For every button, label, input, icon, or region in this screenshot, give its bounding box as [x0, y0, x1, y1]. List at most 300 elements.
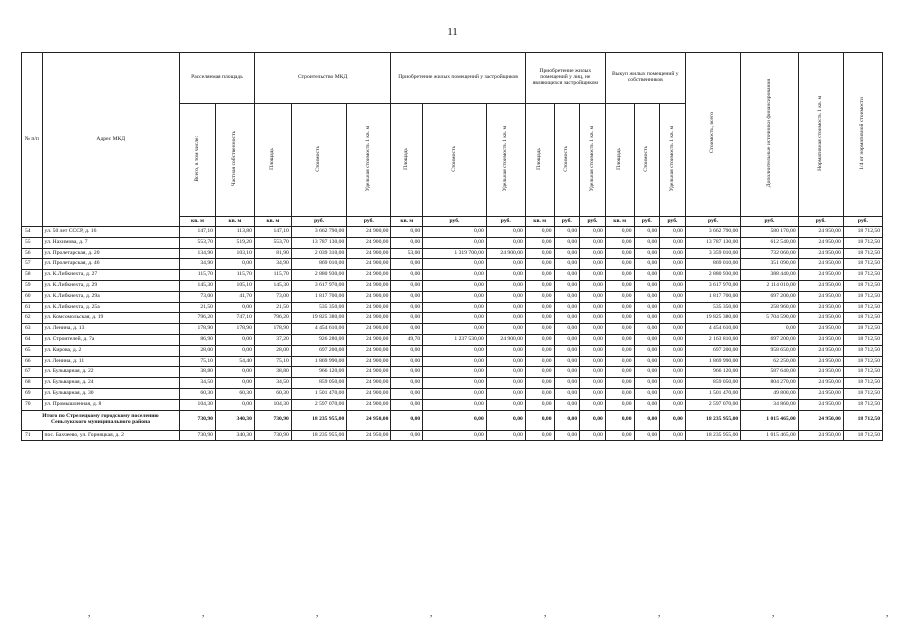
- col-area-header: Площадь: [254, 104, 291, 217]
- footer-mark: ,: [658, 608, 661, 618]
- table-cell: 0,00: [423, 378, 487, 389]
- table-row: [22, 291, 883, 302]
- row-number: 60: [22, 291, 43, 302]
- table-cell: 0,00: [634, 302, 660, 313]
- table-cell: 28,00: [180, 345, 216, 356]
- col-area-header: Площадь: [605, 104, 634, 217]
- table-cell: 24 900,00: [347, 378, 391, 389]
- col-unit-cost-header: Удельная стоимость 1 кв. м: [347, 104, 391, 217]
- table-cell: 34,90: [180, 259, 216, 270]
- row-address: ул. К.Либкнехта, д. 29а: [42, 291, 180, 302]
- table-cell: 105,10: [215, 280, 254, 291]
- col-total-cost-header: Стоимость, всего: [685, 53, 740, 217]
- table-cell: 535 350,00: [685, 302, 740, 313]
- table-cell: 0,00: [634, 430, 660, 441]
- table-row: [22, 259, 883, 270]
- page-number: 11: [447, 26, 458, 38]
- table-cell: 0,00: [634, 313, 660, 324]
- table-cell: 0,00: [486, 345, 525, 356]
- total-cell: 0,00: [486, 410, 525, 430]
- table-cell: 18 712,50: [843, 334, 882, 345]
- table-cell: 0,00: [660, 280, 686, 291]
- table-cell: 0,00: [605, 324, 634, 335]
- table-cell: 0,00: [554, 345, 580, 356]
- table-cell: 0,00: [605, 302, 634, 313]
- table-cell: 24 950,00: [798, 291, 843, 302]
- table-cell: 49 800,00: [741, 388, 798, 399]
- table-cell: 5 704 590,00: [741, 313, 798, 324]
- table-cell: 81,90: [254, 248, 291, 259]
- total-cell: 0,00: [525, 410, 554, 430]
- col-area-total-header: Всего, в том числе:: [180, 104, 216, 217]
- table-cell: 0,00: [580, 378, 606, 389]
- table-cell: 3 359 010,00: [685, 248, 740, 259]
- table-cell: 41,70: [215, 291, 254, 302]
- unit-cell: руб.: [843, 217, 882, 227]
- footer-marks: [0, 608, 905, 618]
- table-cell: 0,00: [554, 291, 580, 302]
- row-address: ул. К.Либкнехта, д. 27: [42, 270, 180, 281]
- table-cell: 0,00: [525, 430, 554, 441]
- table-cell: 60,30: [215, 388, 254, 399]
- row-number: 63: [22, 324, 43, 335]
- table-cell: 18 712,50: [843, 237, 882, 248]
- table-cell: 0,00: [391, 324, 423, 335]
- table-cell: 859 050,00: [291, 378, 346, 389]
- table-cell: 0,00: [660, 367, 686, 378]
- table-cell: 0,00: [391, 237, 423, 248]
- table-cell: 19 825 380,00: [291, 313, 346, 324]
- total-cell: 0,00: [554, 410, 580, 430]
- footer-mark: ,: [886, 608, 889, 618]
- table-cell: 3 662 790,00: [291, 227, 346, 238]
- table-cell: 0,00: [525, 302, 554, 313]
- table-cell: 926 280,00: [291, 334, 346, 345]
- unit-cell: кв. м: [254, 217, 291, 227]
- table-cell: 0,00: [525, 378, 554, 389]
- footer-mark: ,: [88, 608, 91, 618]
- table-cell: 18 712,50: [843, 324, 882, 335]
- table-cell: 18 712,50: [843, 378, 882, 389]
- table-cell: 730,90: [254, 430, 291, 441]
- table-cell: 258 960,00: [741, 302, 798, 313]
- row-address: ул. Нахимова, д. 7: [42, 237, 180, 248]
- table-cell: 0,00: [660, 334, 686, 345]
- table-cell: 24 950,00: [798, 388, 843, 399]
- col-area-header: Площадь: [391, 104, 423, 217]
- table-cell: 24 900,00: [347, 270, 391, 281]
- table-cell: 24 950,00: [798, 270, 843, 281]
- table-cell: 0,00: [605, 270, 634, 281]
- table-cell: 0,00: [391, 313, 423, 324]
- table-cell: 0,00: [525, 291, 554, 302]
- table-cell: 0,00: [391, 302, 423, 313]
- col-unit-cost-header: Удельная стоимость 1 кв. м: [660, 104, 686, 217]
- total-cell: 0,00: [423, 410, 487, 430]
- unit-cell: руб.: [554, 217, 580, 227]
- table-cell: 18 712,50: [843, 313, 882, 324]
- table-row: [22, 280, 883, 291]
- table-cell: 73,00: [180, 291, 216, 302]
- table-cell: 21,50: [254, 302, 291, 313]
- table-cell: 0,00: [525, 248, 554, 259]
- table-cell: 0,00: [554, 259, 580, 270]
- table-cell: 388 440,00: [741, 270, 798, 281]
- table-cell: 0,00: [634, 367, 660, 378]
- group-header-construction: Строительство МКД: [254, 53, 390, 104]
- table-cell: 75,10: [180, 356, 216, 367]
- table-cell: 0,00: [423, 237, 487, 248]
- row-number: 70: [22, 399, 43, 410]
- table-cell: 0,00: [580, 280, 606, 291]
- table-cell: 796,20: [180, 313, 216, 324]
- table-cell: 34,90: [254, 259, 291, 270]
- table-cell: 0,00: [634, 237, 660, 248]
- table-row: [22, 248, 883, 259]
- table-cell: 0,00: [554, 227, 580, 238]
- row-address: ул. Ленина, д. 13: [42, 324, 180, 335]
- row-address: ул. К.Либкнехта, д. 25а: [42, 302, 180, 313]
- table-cell: 60,30: [180, 388, 216, 399]
- table-cell: 0,00: [486, 356, 525, 367]
- col-norm-cost-header: Нормативная стоимость 1 кв. м: [798, 53, 843, 217]
- row-number: 66: [22, 356, 43, 367]
- table-cell: 804 270,00: [741, 378, 798, 389]
- table-cell: 697 200,00: [741, 291, 798, 302]
- table-cell: 38,80: [254, 367, 291, 378]
- unit-cell: кв. м: [391, 217, 423, 227]
- table-cell: 1 501 470,00: [685, 388, 740, 399]
- table-cell: 13 787 130,00: [291, 237, 346, 248]
- table-cell: 24 950,00: [347, 430, 391, 441]
- table-cell: 24 950,00: [798, 248, 843, 259]
- table-cell: 104,30: [254, 399, 291, 410]
- table-cell: 38,80: [180, 367, 216, 378]
- unit-cell: руб.: [347, 217, 391, 227]
- table-cell: 0,00: [605, 430, 634, 441]
- table-cell: 0,00: [391, 280, 423, 291]
- table-cell: 115,70: [180, 270, 216, 281]
- col-quarter-norm-header: 1/4 от нормативной стоимости: [843, 53, 882, 217]
- table-cell: 0,00: [580, 399, 606, 410]
- table-cell: 697 200,00: [741, 334, 798, 345]
- table-cell: 13 787 130,00: [685, 237, 740, 248]
- row-address: ул. Бульварная, д. 22: [42, 367, 180, 378]
- table-cell: 0,00: [423, 367, 487, 378]
- table-cell: 18 712,50: [843, 248, 882, 259]
- table-cell: 0,00: [634, 334, 660, 345]
- row-number: 61: [22, 302, 43, 313]
- table-cell: 178,90: [215, 324, 254, 335]
- table-cell: 2 114 010,00: [741, 280, 798, 291]
- table-cell: 0,00: [525, 334, 554, 345]
- total-cell: 0,00: [391, 410, 423, 430]
- table-cell: 18 712,50: [843, 367, 882, 378]
- table-row: [22, 237, 883, 248]
- table-cell: 0,00: [486, 259, 525, 270]
- table-cell: 18 712,50: [843, 270, 882, 281]
- table-cell: 0,00: [580, 324, 606, 335]
- table-cell: 0,00: [525, 399, 554, 410]
- table-cell: 0,00: [660, 399, 686, 410]
- table-cell: 730,90: [180, 430, 216, 441]
- unit-cell: кв. м: [525, 217, 554, 227]
- table-cell: 0,00: [391, 345, 423, 356]
- table-cell: 0,00: [486, 270, 525, 281]
- table-cell: 553,70: [254, 237, 291, 248]
- table-cell: 0,00: [634, 280, 660, 291]
- table-cell: 0,00: [634, 270, 660, 281]
- col-unit-cost-header: Удельная стоимость 1 кв. м: [486, 104, 525, 217]
- col-cost-header: Стоимость: [291, 104, 346, 217]
- total-cell: 1 015 465,00: [741, 410, 798, 430]
- table-cell: 0,00: [486, 313, 525, 324]
- table-cell: 18 712,50: [843, 227, 882, 238]
- total-cell: 18 235 955,00: [291, 410, 346, 430]
- table-cell: 0,00: [525, 367, 554, 378]
- table-cell: 18 712,50: [843, 291, 882, 302]
- table-row: [22, 270, 883, 281]
- table-cell: 24 900,00: [347, 313, 391, 324]
- table-cell: 580 170,00: [741, 227, 798, 238]
- table-row: [22, 378, 883, 389]
- table-cell: 113,80: [215, 227, 254, 238]
- table-cell: 24 900,00: [347, 399, 391, 410]
- row-number: 56: [22, 248, 43, 259]
- table-cell: 145,30: [180, 280, 216, 291]
- footer-mark: ,: [202, 608, 205, 618]
- row-number: 57: [22, 259, 43, 270]
- table-cell: 0,00: [554, 280, 580, 291]
- table-cell: 0,00: [605, 237, 634, 248]
- table-cell: 1 319 700,00: [423, 248, 487, 259]
- table-cell: 3 662 790,00: [685, 227, 740, 238]
- row-address: ул. К.Либкнехта, д. 29: [42, 280, 180, 291]
- table-cell: 0,00: [660, 388, 686, 399]
- unit-cell: кв. м: [215, 217, 254, 227]
- table-cell: 796,20: [254, 313, 291, 324]
- footer-mark: ,: [316, 608, 319, 618]
- table-row: [22, 227, 883, 238]
- table-cell: 612 540,00: [741, 237, 798, 248]
- table-cell: 0,00: [580, 334, 606, 345]
- table-cell: 18 712,50: [843, 259, 882, 270]
- table-cell: 1 869 990,00: [291, 356, 346, 367]
- table-cell: 0,00: [580, 356, 606, 367]
- col-area-header: Площадь: [525, 104, 554, 217]
- table-cell: 62 250,00: [741, 356, 798, 367]
- table-cell: 869 010,00: [291, 259, 346, 270]
- table-cell: 0,00: [660, 227, 686, 238]
- housing-program-table: [21, 52, 883, 441]
- table-cell: 24 900,00: [347, 302, 391, 313]
- table-cell: 1 015 465,00: [741, 430, 798, 441]
- table-cell: 0,00: [423, 227, 487, 238]
- table-row: [22, 345, 883, 356]
- table-row: [22, 313, 883, 324]
- table-cell: 0,00: [423, 388, 487, 399]
- table-cell: 24 900,00: [347, 237, 391, 248]
- table-cell: 0,00: [391, 367, 423, 378]
- table-cell: 24 900,00: [347, 388, 391, 399]
- table-cell: 0,00: [580, 345, 606, 356]
- unit-cell: руб.: [798, 217, 843, 227]
- table-cell: 18 712,50: [843, 356, 882, 367]
- table-cell: 0,00: [660, 430, 686, 441]
- table-cell: 0,00: [486, 227, 525, 238]
- table-cell: 697 200,00: [291, 345, 346, 356]
- table-cell: 103,10: [215, 248, 254, 259]
- table-cell: 18 712,50: [843, 345, 882, 356]
- table-cell: 0,00: [391, 356, 423, 367]
- table-cell: 0,00: [660, 378, 686, 389]
- table-cell: 0,00: [525, 388, 554, 399]
- row-number: 65: [22, 345, 43, 356]
- table-cell: 0,00: [215, 345, 254, 356]
- table-cell: 0,00: [605, 313, 634, 324]
- table-row: [22, 367, 883, 378]
- table-cell: 0,00: [554, 270, 580, 281]
- table-cell: 0,00: [391, 227, 423, 238]
- table-cell: 0,00: [741, 324, 798, 335]
- table-cell: 1 237 530,00: [423, 334, 487, 345]
- table-cell: 0,00: [525, 313, 554, 324]
- table-row: [22, 334, 883, 345]
- row-number: 62: [22, 313, 43, 324]
- table-cell: 3 617 970,00: [291, 280, 346, 291]
- table-cell: 24 900,00: [347, 345, 391, 356]
- unit-cell: руб.: [291, 217, 346, 227]
- table-cell: 0,00: [215, 259, 254, 270]
- table-cell: 53,00: [391, 248, 423, 259]
- table-cell: 24 950,00: [798, 345, 843, 356]
- table-cell: 0,00: [391, 291, 423, 302]
- table-cell: 0,00: [634, 324, 660, 335]
- row-address: ул. Промышленная, д. 8: [42, 399, 180, 410]
- table-cell: 0,00: [423, 270, 487, 281]
- table-cell: 0,00: [580, 270, 606, 281]
- table-cell: 24 900,00: [347, 248, 391, 259]
- table-row: [22, 388, 883, 399]
- table-cell: 104,30: [180, 399, 216, 410]
- total-cell: 24 950,00: [798, 410, 843, 430]
- total-cell: 24 950,00: [347, 410, 391, 430]
- table-cell: 0,00: [525, 345, 554, 356]
- unit-cell: руб.: [741, 217, 798, 227]
- table-cell: 0,00: [554, 324, 580, 335]
- table-cell: 0,00: [660, 302, 686, 313]
- table-cell: 0,00: [486, 302, 525, 313]
- table-cell: 18 712,50: [843, 430, 882, 441]
- table-cell: 0,00: [660, 291, 686, 302]
- row-number: 59: [22, 280, 43, 291]
- table-cell: 0,00: [423, 313, 487, 324]
- table-cell: 0,00: [525, 227, 554, 238]
- table-cell: 0,00: [660, 259, 686, 270]
- table-cell: 0,00: [634, 378, 660, 389]
- table-cell: 24 900,00: [347, 259, 391, 270]
- table-cell: 0,00: [605, 259, 634, 270]
- table-cell: 0,00: [605, 356, 634, 367]
- total-cell: 0,00: [660, 410, 686, 430]
- table-cell: 24 900,00: [486, 334, 525, 345]
- row-number: 55: [22, 237, 43, 248]
- table-cell: 0,00: [634, 356, 660, 367]
- table-cell: 19 825 380,00: [685, 313, 740, 324]
- table-cell: 18 235 955,00: [291, 430, 346, 441]
- table-cell: 18 712,50: [843, 388, 882, 399]
- table-cell: 0,00: [554, 388, 580, 399]
- table-cell: 0,00: [660, 270, 686, 281]
- table-cell: 0,00: [215, 367, 254, 378]
- table-cell: 24 950,00: [798, 280, 843, 291]
- unit-cell: руб.: [685, 217, 740, 227]
- table-cell: 0,00: [423, 356, 487, 367]
- table-cell: 0,00: [423, 259, 487, 270]
- col-cost-header: Стоимость: [554, 104, 580, 217]
- table-cell: 0,00: [525, 356, 554, 367]
- table-cell: 0,00: [580, 302, 606, 313]
- table-cell: 0,00: [580, 227, 606, 238]
- table-cell: 4 454 610,00: [685, 324, 740, 335]
- total-cell: 730,90: [254, 410, 291, 430]
- table-cell: 178,90: [254, 324, 291, 335]
- table-cell: 24 950,00: [798, 227, 843, 238]
- table-cell: 24 950,00: [798, 430, 843, 441]
- table-cell: 0,00: [486, 399, 525, 410]
- table-cell: 2 880 930,00: [685, 270, 740, 281]
- table-cell: 0,00: [660, 324, 686, 335]
- footer-mark: ,: [544, 608, 547, 618]
- group-header-area: Расселяемая площадь: [180, 53, 255, 104]
- table-cell: 351 090,00: [741, 259, 798, 270]
- table-cell: 75,10: [254, 356, 291, 367]
- table-cell: 0,00: [423, 430, 487, 441]
- table-cell: 0,00: [660, 356, 686, 367]
- table-cell: 24 950,00: [798, 313, 843, 324]
- table-cell: 0,00: [634, 399, 660, 410]
- table-row: [22, 356, 883, 367]
- footer-mark: ,: [772, 608, 775, 618]
- table-cell: 24 950,00: [798, 302, 843, 313]
- row-address: ул. Строителей, д. 7а: [42, 334, 180, 345]
- row-number: 67: [22, 367, 43, 378]
- row-number: 54: [22, 227, 43, 238]
- table-cell: 0,00: [486, 430, 525, 441]
- table-cell: 869 010,00: [685, 259, 740, 270]
- row-number: 71: [22, 430, 43, 441]
- table-cell: 0,00: [423, 324, 487, 335]
- row-address: пос. Бахчеево, ул. Горняцкая, д. 2: [42, 430, 180, 441]
- group-header-developer: Приобретение жилых помещений у застройщиков: [391, 53, 525, 104]
- table-cell: 0,00: [525, 270, 554, 281]
- table-cell: 340,30: [215, 430, 254, 441]
- table-cell: 0,00: [215, 378, 254, 389]
- col-no-header: № п/п: [22, 53, 43, 227]
- table-cell: 0,00: [486, 367, 525, 378]
- table-cell: 0,00: [634, 345, 660, 356]
- table-cell: 0,00: [554, 313, 580, 324]
- table-cell: 24 950,00: [798, 237, 843, 248]
- table-cell: 0,00: [554, 334, 580, 345]
- table-cell: 24 950,00: [798, 356, 843, 367]
- table-cell: 0,00: [605, 291, 634, 302]
- table-cell: 54,40: [215, 356, 254, 367]
- table-cell: 0,00: [554, 356, 580, 367]
- table-cell: 0,00: [580, 430, 606, 441]
- table-cell: 0,00: [486, 237, 525, 248]
- table-cell: 553,70: [180, 237, 216, 248]
